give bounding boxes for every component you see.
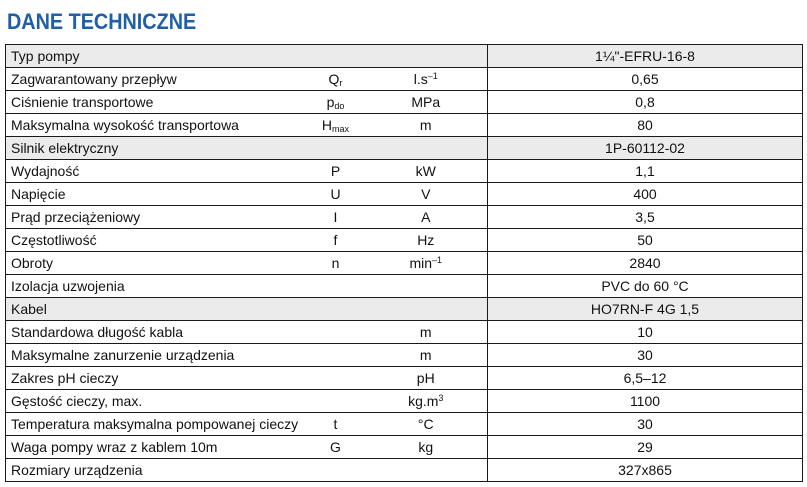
table-row: [6, 183, 803, 206]
parameter-unit: [365, 229, 488, 252]
parameter-symbol: [307, 229, 365, 252]
symbol-text: U: [330, 186, 341, 202]
parameter-name: Obroty: [6, 252, 307, 275]
table-row: [6, 229, 803, 252]
table-row: [6, 206, 803, 229]
parameter-name: Waga pompy wraz z kablem 10m: [6, 436, 307, 459]
parameter-value: 30: [488, 413, 803, 436]
table-row: [6, 275, 803, 298]
unit-superscript: 3: [438, 393, 444, 403]
parameter-unit: [365, 114, 488, 137]
table-row: [6, 459, 803, 482]
spec-table: [5, 44, 803, 482]
parameter-symbol: [307, 114, 365, 137]
unit-text: m: [419, 117, 432, 133]
parameter-unit: [365, 183, 488, 206]
symbol-subscript: do: [334, 101, 345, 111]
symbol-text: p: [326, 94, 335, 110]
parameter-name: Gęstość cieczy, max.: [6, 390, 307, 413]
parameter-unit: [365, 459, 488, 482]
parameter-name: Ciśnienie transportowe: [6, 91, 307, 114]
table-row: [6, 91, 803, 114]
parameter-symbol: [307, 206, 365, 229]
unit-superscript: –1: [432, 255, 443, 265]
table-row: [6, 390, 803, 413]
parameter-unit: [365, 390, 488, 413]
symbol-subscript: max: [332, 124, 350, 134]
section-name: Kabel: [6, 298, 488, 321]
unit-text: pH: [416, 370, 435, 386]
parameter-value: 30: [488, 344, 803, 367]
parameter-name: Maksymalne zanurzenie urządzenia: [6, 344, 307, 367]
symbol-text: G: [330, 439, 341, 455]
parameter-value: 50: [488, 229, 803, 252]
parameter-symbol: [307, 344, 365, 367]
parameter-name: Rozmiary urządzenia: [6, 459, 307, 482]
parameter-symbol: [307, 413, 365, 436]
parameter-unit: [365, 436, 488, 459]
section-name: Typ pompy: [6, 45, 488, 68]
parameter-value: 29: [488, 436, 803, 459]
parameter-value: 6,5–12: [488, 367, 803, 390]
unit-text: MPa: [411, 94, 441, 110]
table-row: [6, 321, 803, 344]
section-value: 1P-60112-02: [488, 137, 803, 160]
parameter-unit: [365, 91, 488, 114]
section-name: Silnik elektryczny: [6, 137, 488, 160]
parameter-name: Izolacja uzwojenia: [6, 275, 307, 298]
parameter-value: 1100: [488, 390, 803, 413]
parameter-value: 3,5: [488, 206, 803, 229]
parameter-symbol: [307, 275, 365, 298]
table-row: [6, 114, 803, 137]
section-row: [6, 45, 803, 68]
section-value: 1¼"-EFRU-16-8: [488, 45, 803, 68]
table-row: [6, 367, 803, 390]
parameter-value: 327x865: [488, 459, 803, 482]
parameter-value: 0,8: [488, 91, 803, 114]
parameter-name: Zagwarantowany przepływ: [6, 68, 307, 91]
section-row: [6, 137, 803, 160]
parameter-unit: [365, 206, 488, 229]
parameter-name: Zakres pH cieczy: [6, 367, 307, 390]
parameter-value: PVC do 60 °C: [488, 275, 803, 298]
parameter-name: Maksymalna wysokość transportowa: [6, 114, 307, 137]
parameter-symbol: [307, 252, 365, 275]
parameter-name: Prąd przeciążeniowy: [6, 206, 307, 229]
parameter-symbol: [307, 321, 365, 344]
unit-text: kW: [415, 163, 436, 179]
parameter-unit: [365, 252, 488, 275]
symbol-text: f: [333, 232, 338, 248]
symbol-subscript: r: [339, 78, 343, 88]
unit-superscript: –1: [427, 71, 438, 81]
spec-table-body: [6, 45, 803, 482]
parameter-symbol: [307, 160, 365, 183]
unit-text: m: [419, 324, 432, 340]
section-value: HO7RN-F 4G 1,5: [488, 298, 803, 321]
symbol-text: t: [333, 416, 338, 432]
unit-text: °C: [417, 416, 434, 432]
table-row: [6, 252, 803, 275]
table-row: [6, 413, 803, 436]
symbol-text: H: [321, 117, 333, 133]
unit-text: Hz: [417, 232, 435, 248]
parameter-value: 2840: [488, 252, 803, 275]
unit-text: kg: [418, 439, 434, 455]
unit-text: A: [421, 209, 431, 225]
parameter-name: Napięcie: [6, 183, 307, 206]
symbol-text: P: [330, 163, 341, 179]
parameter-unit: [365, 413, 488, 436]
parameter-unit: [365, 160, 488, 183]
table-row: [6, 68, 803, 91]
parameter-value: 0,65: [488, 68, 803, 91]
unit-text: l.s: [413, 71, 428, 87]
parameter-symbol: [307, 68, 365, 91]
table-row: [6, 160, 803, 183]
parameter-symbol: [307, 390, 365, 413]
parameter-value: 400: [488, 183, 803, 206]
parameter-symbol: [307, 459, 365, 482]
parameter-name: Standardowa długość kabla: [6, 321, 307, 344]
unit-text: min: [409, 255, 433, 271]
parameter-name: Wydajność: [6, 160, 307, 183]
symbol-text: I: [333, 209, 338, 225]
page-title: DANE TECHNICZNE: [7, 9, 197, 34]
parameter-value: 1,1: [488, 160, 803, 183]
symbol-text: Q: [328, 71, 340, 87]
unit-text: V: [421, 186, 431, 202]
unit-text: m: [419, 347, 432, 363]
parameter-name: Częstotliwość: [6, 229, 307, 252]
parameter-unit: [365, 344, 488, 367]
table-row: [6, 344, 803, 367]
parameter-name: Temperatura maksymalna pompowanej cieczy: [6, 413, 307, 436]
unit-text: kg.m: [408, 393, 439, 409]
parameter-value: 80: [488, 114, 803, 137]
parameter-unit: [365, 275, 488, 298]
parameter-unit: [365, 321, 488, 344]
parameter-symbol: [307, 91, 365, 114]
symbol-text: n: [331, 255, 340, 271]
parameter-value: 10: [488, 321, 803, 344]
parameter-unit: [365, 68, 488, 91]
section-row: [6, 298, 803, 321]
table-row: [6, 436, 803, 459]
parameter-symbol: [307, 436, 365, 459]
parameter-unit: [365, 367, 488, 390]
parameter-symbol: [307, 183, 365, 206]
parameter-symbol: [307, 367, 365, 390]
